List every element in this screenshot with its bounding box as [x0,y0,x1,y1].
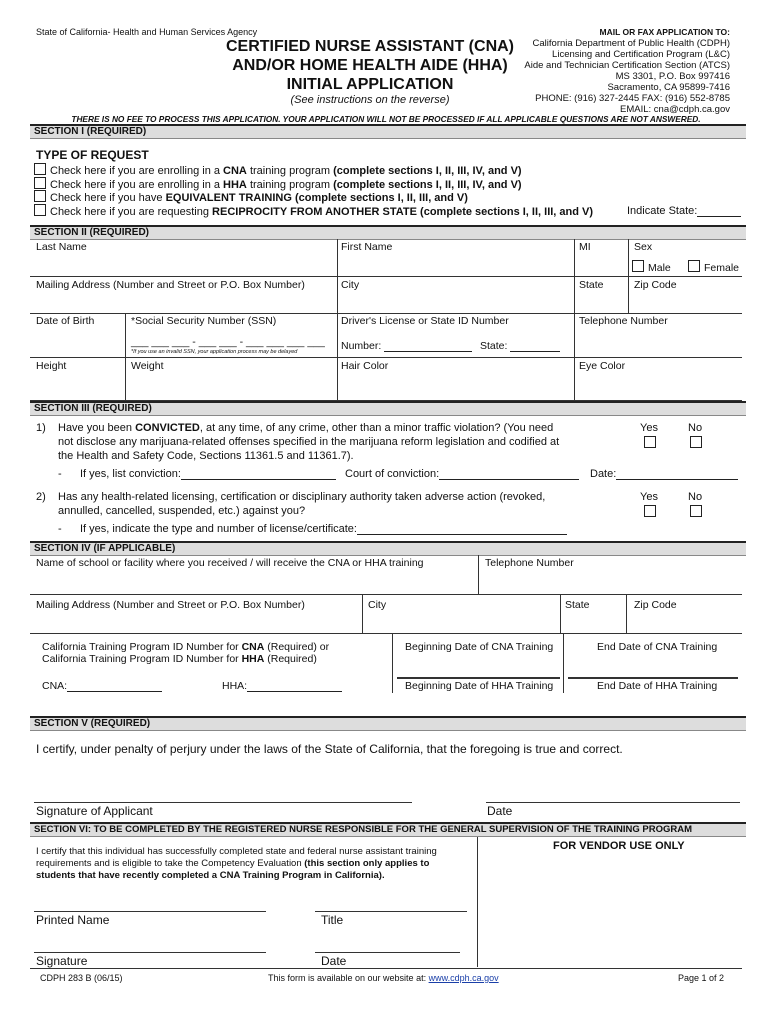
ssn-label: *Social Security Number (SSN) [131,315,277,327]
checkbox[interactable] [34,163,46,175]
weight-field[interactable]: Weight [131,360,164,372]
mailing-address-field[interactable]: Mailing Address (Number and Street or P.O. Box Number) [36,279,305,291]
q2-no-label: No [688,491,703,503]
dob-field[interactable]: Date of Birth [36,315,95,327]
q1-text-2: not disclose any marijuana-related offenses specified in the marijuana reform legislation and codified at [58,436,560,448]
mail-line: Sacramento, CA 95899-7416 [607,82,730,93]
mail-line: Aide and Technician Certification Section (ATCS) [524,60,730,71]
dl-number-field[interactable]: Number: [341,340,472,352]
ssn-input[interactable]: ___ ___ ___ - ___ ___ - ___ ___ ___ ___ [131,336,325,348]
certify-statement: I certify, under penalty of perjury under the laws of the State of California, that the foregoing is true and correct. [36,742,623,756]
checkbox[interactable] [34,177,46,189]
rn-printed-name-field[interactable]: Printed Name [36,913,110,927]
request-option-equivalent[interactable]: Check here if you have EQUIVALENT TRAINING (complete sections I, II, III, and V) [34,190,468,204]
q2-number: 2) [36,491,46,503]
q1-yes-checkbox[interactable] [644,436,656,448]
q2-no-checkbox[interactable] [690,505,702,517]
telephone-field[interactable]: Telephone Number [579,315,668,327]
mail-email: EMAIL: cna@cdph.ca.gov [620,104,730,115]
zip-field[interactable]: Zip Code [634,279,677,291]
sex-label: Sex [634,241,653,253]
section-5-header: SECTION V (REQUIRED) [30,716,746,731]
rn-signature-field[interactable]: Signature [36,954,88,968]
ssn-note: *If you use an invalid SSN, your application process may be delayed [131,349,298,355]
program-id-label-1: California Training Program ID Number for CNA (Required) or [42,641,330,653]
sex-male-option[interactable]: Male [632,260,671,274]
form-title-1: CERTIFIED NURSE ASSISTANT (CNA) [226,38,514,55]
last-name-field[interactable]: Last Name [36,241,87,253]
q1-court-field[interactable]: Court of conviction: [345,468,579,480]
section-3-header: SECTION III (REQUIRED) [30,401,746,416]
program-id-label-2: California Training Program ID Number for HHA (Required) [42,653,317,665]
page-number: Page 1 of 2 [678,973,725,983]
q1-conviction-field[interactable]: If yes, list conviction: [80,468,336,480]
form-subtitle: (See instructions on the reverse) [290,94,450,106]
applicant-date-field[interactable]: Date [487,804,513,818]
school-city-field[interactable]: City [368,599,387,611]
dl-state-field[interactable]: State: [480,340,560,352]
begin-cna-date-field[interactable]: Beginning Date of CNA Training [405,641,554,653]
rn-certify-2: requirements and is eligible to take the Competency Evaluation (this section only applies to [36,858,430,869]
height-field[interactable]: Height [36,360,67,372]
hha-id-field[interactable]: HHA: [222,680,342,692]
school-state-field[interactable]: State [565,599,590,611]
warning-text: THERE IS NO FEE TO PROCESS THIS APPLICATION. YOUR APPLICATION WILL NOT BE PROCESSED IF ALL APPLICABLE QUESTIONS ARE NOT ANSWERED. [71,114,701,124]
q2-yes-label: Yes [640,491,658,503]
school-mailing-field[interactable]: Mailing Address (Number and Street or P.O. Box Number) [36,599,305,611]
cna-id-field[interactable]: CNA: [42,680,162,692]
indicate-state-field[interactable]: Indicate State: [627,205,741,217]
agency-label: State of California- Health and Human Services Agency [36,27,258,37]
end-hha-date-field[interactable]: End Date of HHA Training [597,680,718,692]
state-field[interactable]: State [579,279,604,291]
form-title-3: INITIAL APPLICATION [286,76,454,93]
mail-line: PHONE: (916) 327-2445 FAX: (916) 552-8785 [535,93,730,104]
form-title-2: AND/OR HOME HEALTH AIDE (HHA) [232,57,508,74]
checkbox[interactable] [688,260,700,272]
school-phone-field[interactable]: Telephone Number [485,557,574,569]
section-4-header: SECTION IV (IF APPLICABLE) [30,541,746,556]
checkbox[interactable] [632,260,644,272]
city-field[interactable]: City [341,279,360,291]
section-2-header: SECTION II (REQUIRED) [30,225,746,240]
request-option-cna[interactable]: Check here if you are enrolling in a CNA training program (complete sections I, II, III, IV, and V) [34,163,522,177]
q2-text-2: annulled, cancelled, suspended, etc.) against you? [58,505,306,517]
rn-date-field[interactable]: Date [321,954,347,968]
hair-color-field[interactable]: Hair Color [341,360,389,372]
q1-yes-label: Yes [640,422,658,434]
rn-certify-3: students that have recently completed a CNA Training Program in California). [36,870,385,881]
q1-date-field[interactable]: Date: [590,468,738,480]
checkbox[interactable] [34,190,46,202]
eye-color-field[interactable]: Eye Color [579,360,626,372]
q1-text: Have you been CONVICTED, at any time, of any crime, other than a minor traffic violation? (You need [58,422,554,434]
form-number: CDPH 283 B (06/15) [40,973,123,983]
school-zip-field[interactable]: Zip Code [634,599,677,611]
website-note: This form is available on our website at: www.cdph.ca.gov [268,973,499,983]
rn-title-field[interactable]: Title [321,913,344,927]
mail-line: California Department of Public Health (CDPH) [532,38,730,49]
mail-line: MS 3301, P.O. Box 997416 [615,71,730,82]
request-option-hha[interactable]: Check here if you are enrolling in a HHA training program (complete sections I, II, III, IV, and V) [34,177,522,191]
type-of-request-heading: TYPE OF REQUEST [36,148,149,162]
q1-dash: - [58,468,62,480]
q1-number: 1) [36,422,46,434]
sex-female-option[interactable]: Female [688,260,739,274]
applicant-signature-field[interactable]: Signature of Applicant [36,804,153,818]
begin-hha-date-field[interactable]: Beginning Date of HHA Training [405,680,554,692]
q2-license-field[interactable]: If yes, indicate the type and number of license/certificate: [80,523,567,535]
school-name-field[interactable]: Name of school or facility where you received / will receive the CNA or HHA training [36,557,424,569]
first-name-field[interactable]: First Name [341,241,393,253]
mi-field[interactable]: MI [579,241,591,253]
q2-text: Has any health-related licensing, certification or disciplinary authority taken adverse action (revoked, [58,491,546,503]
request-option-reciprocity[interactable]: Check here if you are requesting RECIPROCITY FROM ANOTHER STATE (complete sections I, II, III, and V) [34,204,593,218]
q1-no-checkbox[interactable] [690,436,702,448]
section-6-header: SECTION VI: TO BE COMPLETED BY THE REGISTERED NURSE RESPONSIBLE FOR THE GENERAL SUPERVISION OF THE TRAINING PROGRAM [30,822,746,837]
q2-yes-checkbox[interactable] [644,505,656,517]
mail-line: Licensing and Certification Program (L&C) [552,49,730,60]
q1-no-label: No [688,422,703,434]
rn-certify-1: I certify that this individual has successfully completed state and federal nurse assistant training [36,846,437,857]
website-link[interactable]: www.cdph.ca.gov [428,973,499,983]
q2-dash: - [58,523,62,535]
checkbox[interactable] [34,204,46,216]
dl-label: Driver's License or State ID Number [341,315,509,327]
mail-heading: MAIL OR FAX APPLICATION TO: [599,27,730,37]
vendor-use-label: FOR VENDOR USE ONLY [553,840,685,852]
section-1-header: SECTION I (REQUIRED) [30,124,746,139]
end-cna-date-field[interactable]: End Date of CNA Training [597,641,718,653]
q1-text-3: the Health and Safety Code, Sections 11361.5 and 11361.7). [58,450,354,462]
